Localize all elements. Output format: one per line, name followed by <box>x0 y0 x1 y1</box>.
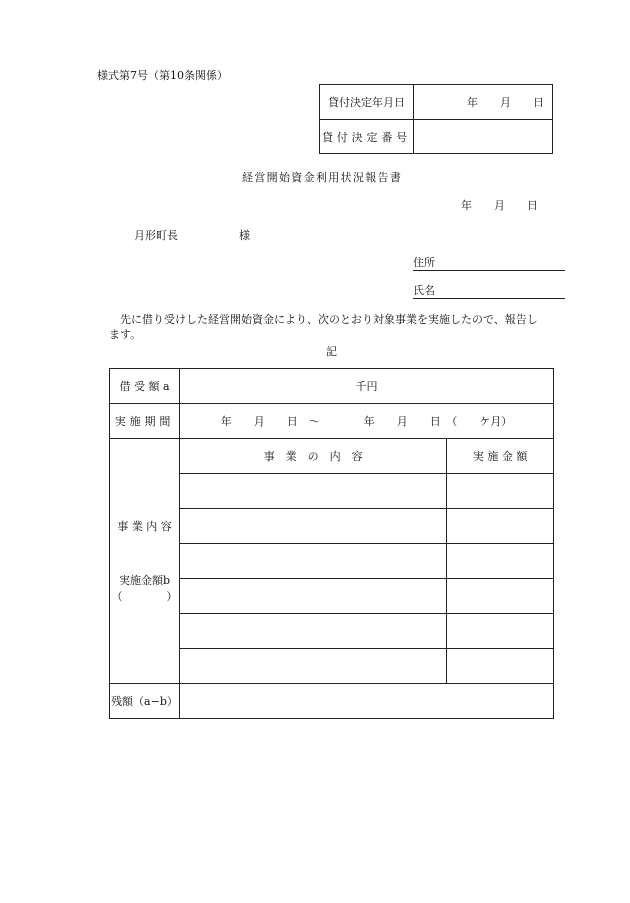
business-label: 事 業 内 容 <box>117 520 172 533</box>
amount-cell[interactable] <box>447 544 554 579</box>
loan-amount-unit: 千円 <box>355 380 378 393</box>
amount-cell[interactable] <box>447 614 554 649</box>
content-header: 事 業 の 内 容 <box>179 439 446 474</box>
form-number: 様式第7号（第10条関係） <box>97 69 228 82</box>
body-text-line2: ます。 <box>109 328 142 341</box>
content-cell[interactable] <box>179 509 446 544</box>
report-table <box>109 368 554 719</box>
addressee-honorific: 様 <box>239 229 250 242</box>
amount-cell[interactable] <box>447 474 554 509</box>
content-cell[interactable] <box>179 474 446 509</box>
body-text-line1: 先に借り受けした経営開始資金により、次のとおり対象事業を実施したので、報告し <box>120 313 538 326</box>
period-field[interactable]: 年 月 日 ～ 年 月 日 （ ケ月） <box>179 404 553 439</box>
addressee-name: 月形町長 <box>134 229 178 242</box>
decision-date-label: 貸付決定年月日 <box>320 85 414 120</box>
amount-b-paren: （ ） <box>111 590 178 603</box>
page-title: 経営開始資金利用状況報告書 <box>242 171 403 184</box>
decision-date-field[interactable]: 年 月 日 <box>414 85 553 120</box>
name-field[interactable] <box>413 282 565 299</box>
content-cell[interactable] <box>179 649 446 684</box>
address-field[interactable] <box>413 254 565 271</box>
amount-cell[interactable] <box>447 579 554 614</box>
amount-b-label: 実施金額b <box>118 574 170 587</box>
loan-amount-field[interactable] <box>179 369 553 404</box>
decision-number-label: 貸付決定番号 <box>320 120 414 154</box>
address-label: 住所 <box>413 256 435 269</box>
content-cell[interactable] <box>179 614 446 649</box>
amount-header: 実 施 金 額 <box>447 439 554 474</box>
business-label-cell <box>110 439 180 684</box>
remaining-label: 残額（a−b） <box>110 684 180 719</box>
ki-label: 記 <box>326 345 337 358</box>
name-label: 氏名 <box>413 284 435 297</box>
decision-box <box>319 84 553 154</box>
loan-amount-label: 借 受 額 a <box>110 369 180 404</box>
amount-cell[interactable] <box>447 649 554 684</box>
report-date[interactable]: 年 月 日 <box>461 199 538 212</box>
period-label: 実施期間 <box>110 404 180 439</box>
content-cell[interactable] <box>179 544 446 579</box>
amount-cell[interactable] <box>447 509 554 544</box>
decision-number-field[interactable] <box>414 120 553 154</box>
remaining-field[interactable] <box>179 684 553 719</box>
content-cell[interactable] <box>179 579 446 614</box>
